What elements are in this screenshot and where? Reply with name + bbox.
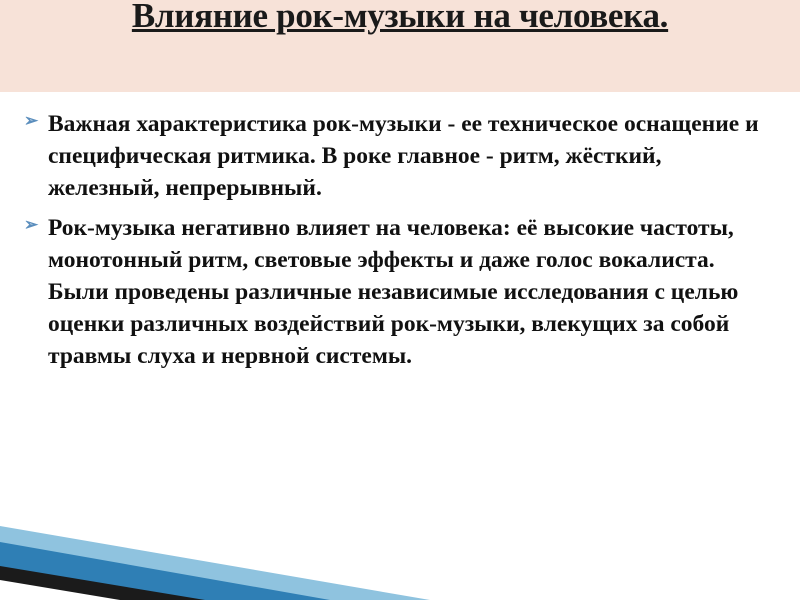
list-item (22, 212, 772, 372)
bullet-arrow-icon: ➢ (24, 111, 39, 130)
decorative-ribbon (0, 508, 800, 600)
slide-body (0, 92, 800, 522)
bullet-arrow-icon: ➢ (24, 215, 39, 234)
page-title: Влияние рок-музыки на человека. (131, 0, 669, 35)
bullet-list (0, 92, 800, 372)
list-item-text: Рок-музыка негативно влияет на человека: её высокие частоты, монотонный ритм, световые эффекты и даже голос вокалиста. Были проведены различные независимые исследования с целью оценки различных воздействий рок-музыки, влекущих за собой травмы слуха и нервной системы. (48, 215, 739, 369)
list-item-text: Важная характеристика рок-музыки - ее техническое оснащение и специфическая ритмика. В роке главное - ритм, жёсткий, железный, непрерывный. (48, 111, 759, 201)
list-item (22, 108, 772, 204)
